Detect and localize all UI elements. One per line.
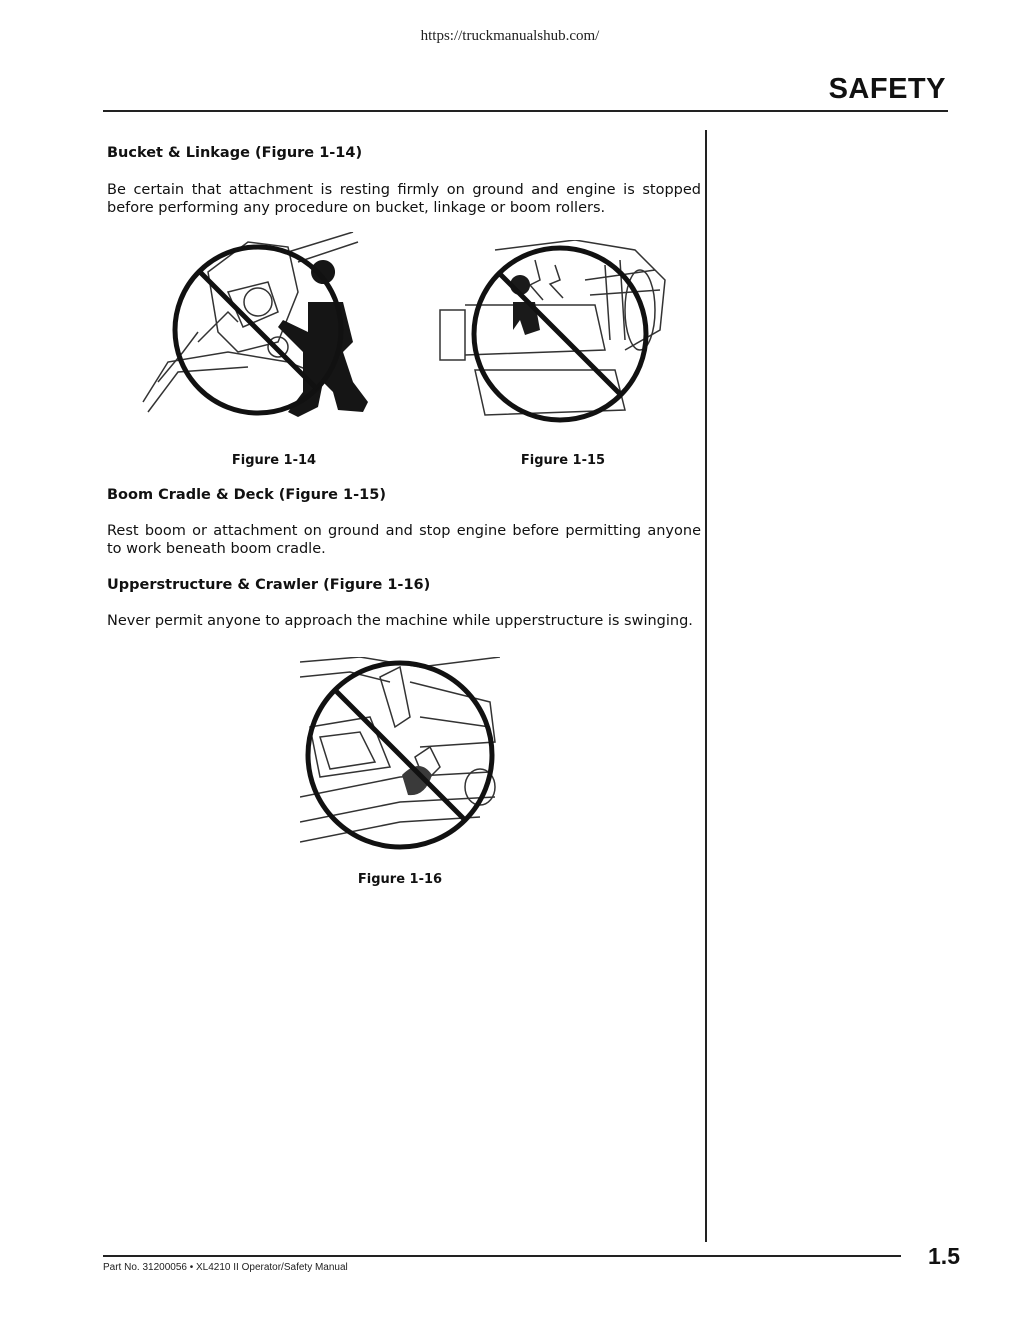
column-divider [705, 130, 707, 1242]
section-heading-upperstructure: Upperstructure & Crawler (Figure 1-16) [107, 577, 431, 593]
figure-1-15-caption: Figure 1-15 [520, 453, 606, 468]
section-text-bucket-linkage: Be certain that attachment is resting firmly on ground and engine is stopped before performing any procedure on bucket, linkage or boom rollers. [107, 182, 701, 216]
footer-rule [103, 1255, 901, 1257]
page-number: 1.5 [928, 1243, 960, 1269]
section-heading-bucket-linkage: Bucket & Linkage (Figure 1-14) [107, 145, 363, 161]
section-text-upperstructure: Never permit anyone to approach the machine while upperstructure is swinging. [107, 613, 693, 629]
figure-1-16-illustration [300, 657, 500, 852]
figure-1-14-illustration [138, 232, 378, 432]
figure-1-14-caption: Figure 1-14 [231, 453, 317, 468]
footer-part-info: Part No. 31200056 • XL4210 II Operator/Safety Manual [103, 1262, 348, 1273]
figure-1-16-caption: Figure 1-16 [357, 872, 443, 887]
source-url: https://truckmanualshub.com/ [420, 28, 600, 44]
section-heading-boom-cradle: Boom Cradle & Deck (Figure 1-15) [107, 487, 386, 503]
worker-silhouette [278, 260, 368, 417]
header-rule [103, 110, 948, 112]
figure-1-15-illustration [435, 240, 670, 435]
section-text-boom-cradle: Rest boom or attachment on ground and stop engine before permitting anyone to work beneath boom cradle. [107, 523, 701, 557]
page-section-title: SAFETY [828, 73, 946, 105]
